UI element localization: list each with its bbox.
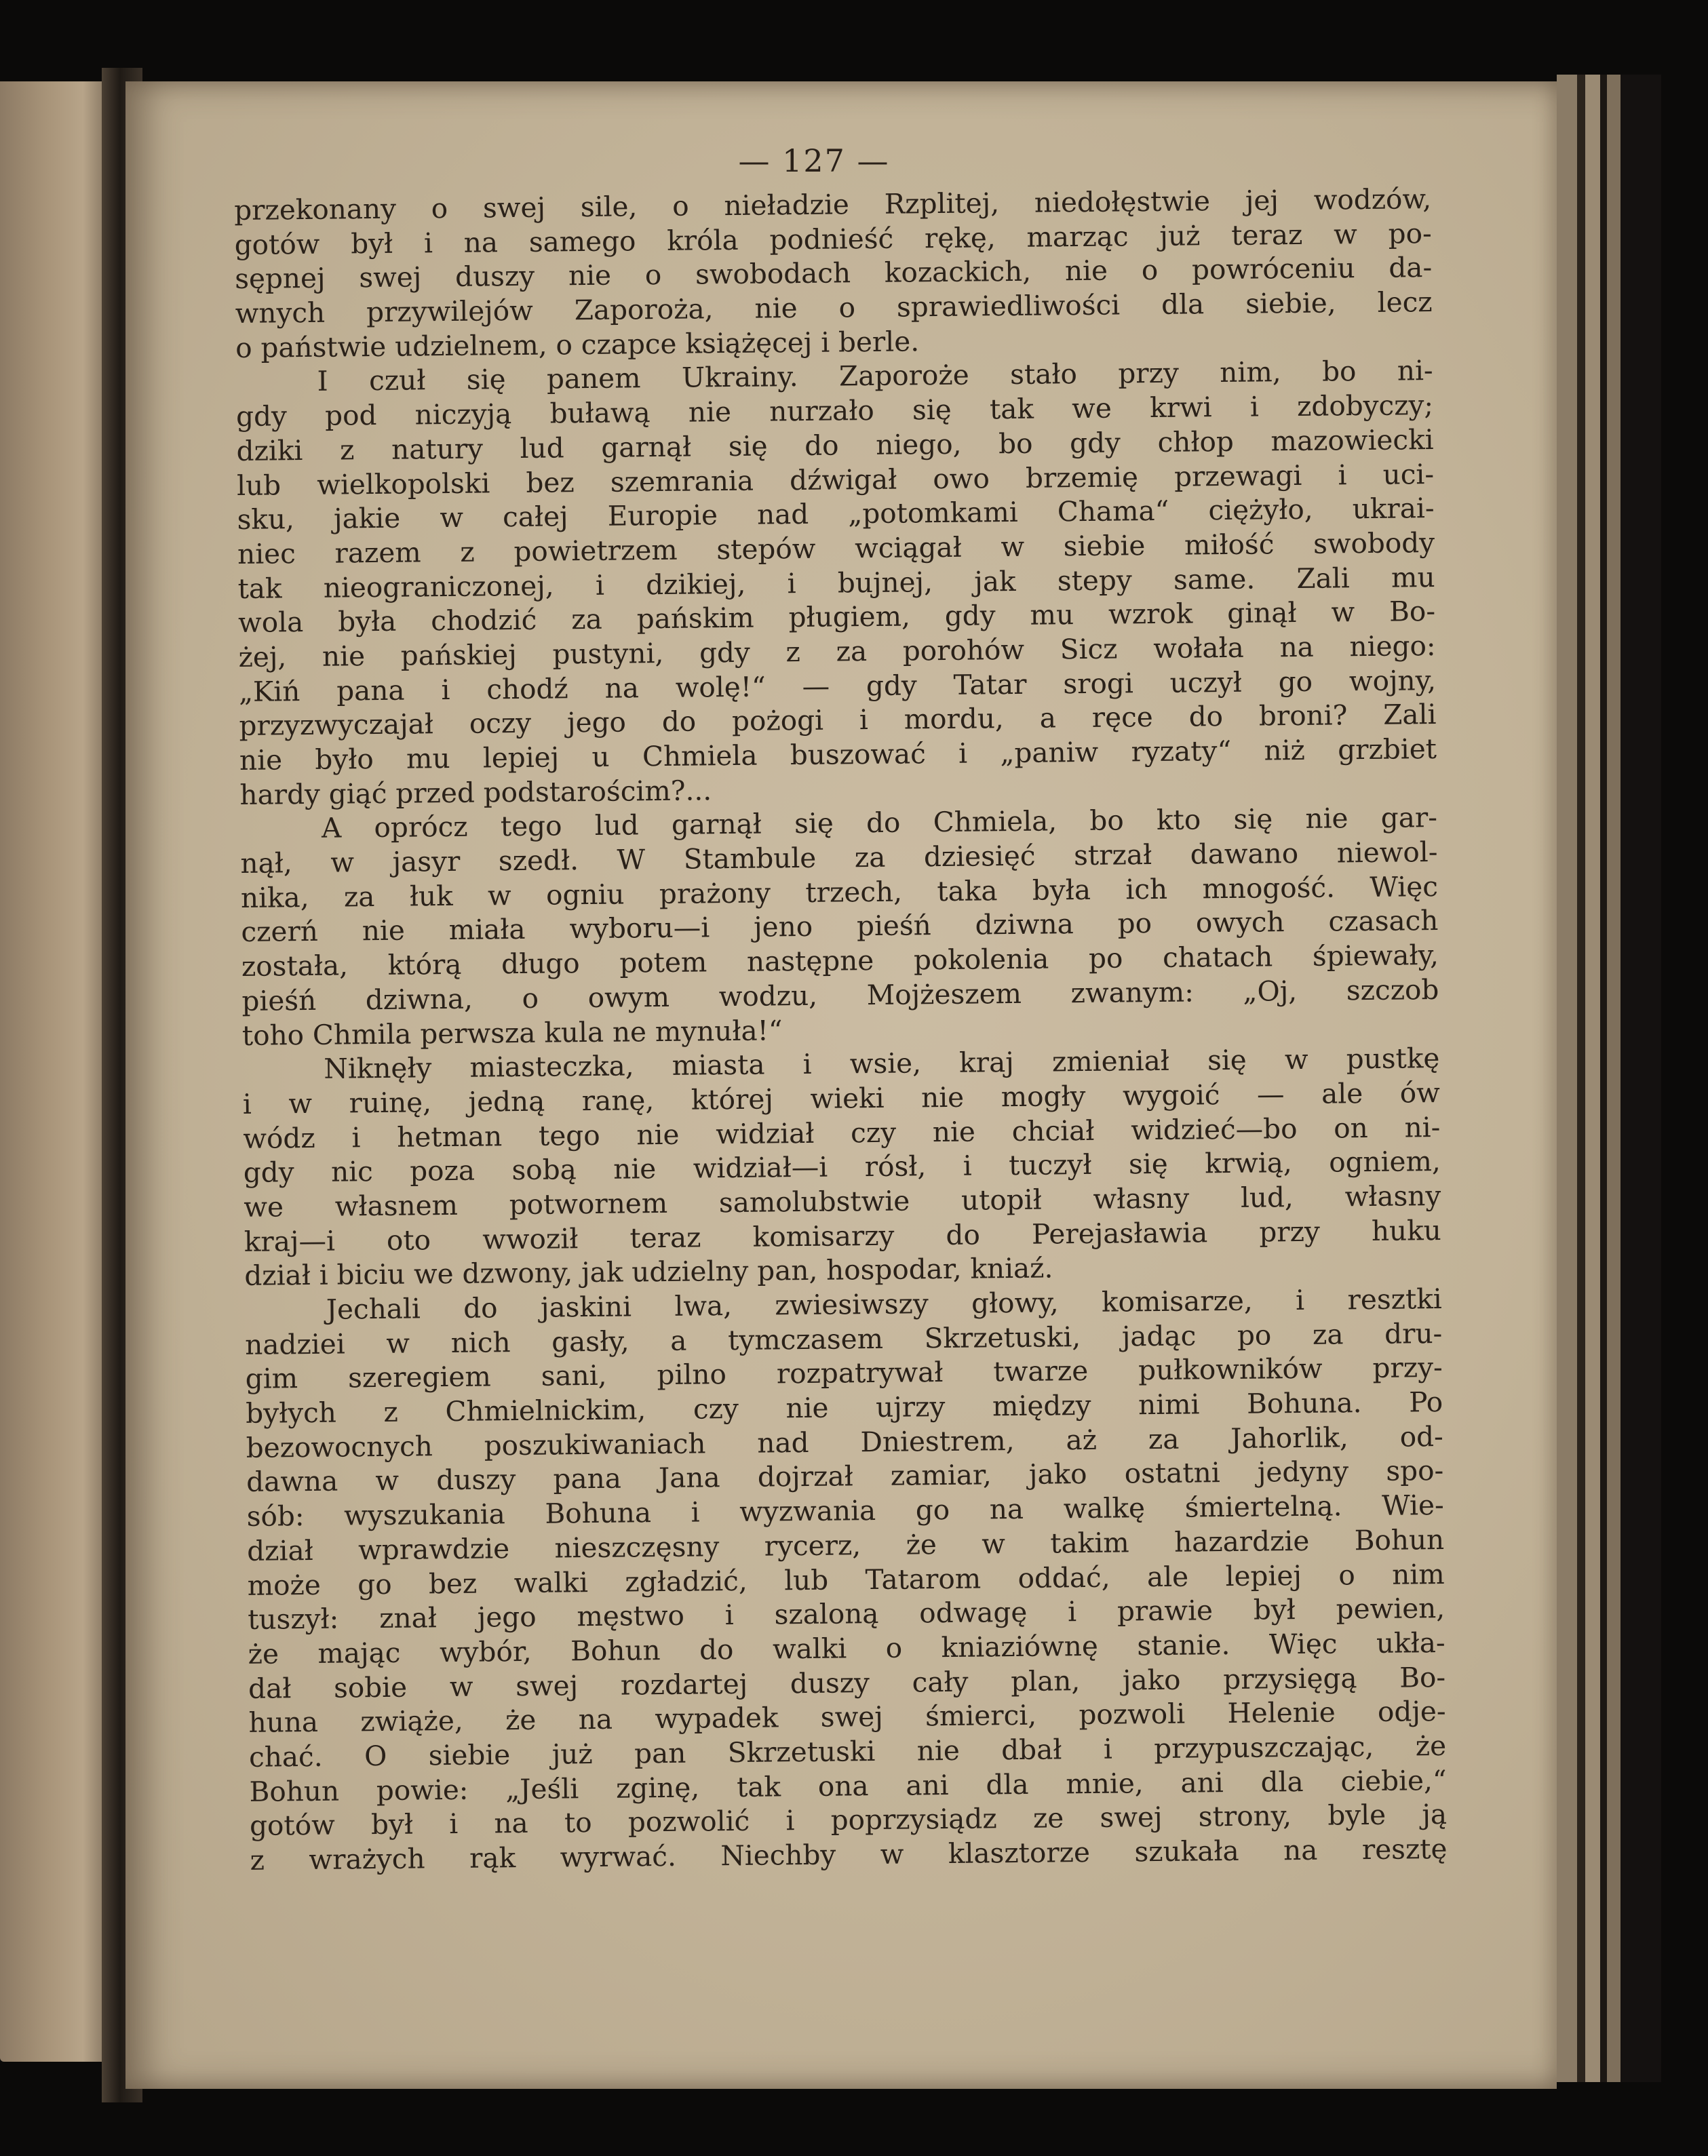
text-line: została, którą długo potem następne pokolenia po chatach śpiewały, — [241, 939, 1439, 983]
text-line: o państwie udzielnem, o czapce książęcej i berle. — [235, 325, 920, 364]
text-line: i w ruinę, jedną ranę, której wieki nie mogły wygoić — ale ów — [242, 1076, 1441, 1120]
text-line: Bohun powie: „Jeśli zginę, tak ona ani dla mnie, ani dla ciebie,“ — [249, 1763, 1447, 1808]
text-line: gotów był i na to pozwolić i poprzysiądz ze swej strony, byle ją — [249, 1798, 1448, 1843]
page-edge — [1600, 75, 1607, 2082]
text-line: chać. O siebie już pan Skrzetuski nie dbał i przypuszczając, że — [248, 1729, 1447, 1773]
text-line: że mając wybór, Bohun do walki o kniaziównę stanie. Więc ukła- — [248, 1626, 1445, 1670]
text-line: huna zwiąże, że na wypadek swej śmierci, pozwoli Helenie odje- — [248, 1695, 1446, 1740]
text-line: A oprócz tego lud garnął się do Chmiela, bo kto się nie gar- — [321, 801, 1438, 845]
text-line: lub wielkopolski bez szemrania dźwigał owo brzemię przewagi i uci- — [236, 457, 1435, 502]
text-line: toho Chmila perwsza kula ne mynuła!“ — [241, 1013, 783, 1052]
text-line: dział wprawdzie nieszczęsny rycerz, że w takim hazardzie Bohun — [246, 1523, 1445, 1567]
page-edge — [1557, 75, 1577, 2082]
text-line: dał sobie w swej rozdartej duszy cały plan, jako przysięgą Bo- — [248, 1660, 1446, 1705]
book-cover-edge — [1620, 75, 1661, 2082]
text-line: I czuł się panem Ukrainy. Zaporoże stało przy nim, bo ni- — [317, 354, 1433, 398]
text-line: niec razem z powietrzem stepów wciągał w siebie miłość swobody — [237, 526, 1435, 570]
text-line: czerń nie miała wyboru—i jeno pieśń dziwna po owych czasach — [241, 904, 1439, 949]
text-line: wola była chodzić za pańskim pługiem, gdy mu wzrok ginął w Bo- — [237, 595, 1436, 640]
text-line: dział i biciu we dzwony, jak udzielny pan, hospodar, kniaź. — [244, 1251, 1053, 1293]
text-line: gdy nic poza sobą nie widział—i rósł, i tuczył się krwią, ogniem, — [243, 1145, 1441, 1190]
text-line: przyzwyczajał oczy jego do pożogi i mordu, a ręce do broni? Zali — [239, 698, 1437, 743]
text-line: kraj—i oto wwoził teraz komisarzy do Perejasławia przy huku — [244, 1213, 1441, 1258]
text-line: hardy giąć przed podstarościm?... — [239, 773, 712, 811]
page-edge — [1585, 75, 1600, 2082]
text-line: gim szeregiem sani, pilno rozpatrywał twarze pułkowników przy- — [245, 1351, 1443, 1396]
text-line: dziki z natury lud garnął się do niego, bo gdy chłop mazowiecki — [236, 423, 1434, 467]
text-line: nął, w jasyr szedł. W Stambule za dziesięć strzał dawano niewol- — [240, 836, 1438, 880]
text-line: przekonany o swej sile, o nieładzie Rzplitej, niedołęstwie jej wodzów, — [234, 182, 1432, 227]
text-line: „Kiń pana i chodź na wolę!“ — gdy Tatar srogi uczył go wojny, — [238, 663, 1437, 708]
text-line: tak nieograniczonej, i dzikiej, i bujnej, jak stepy same. Zali mu — [237, 560, 1435, 605]
text-line: bezowocnych poszukiwaniach nad Dniestrem, aż za Jahorlik, od- — [246, 1419, 1443, 1464]
text-line: gotów był i na samego króla podnieść rękę, marząc już teraz w po- — [234, 216, 1432, 261]
text-line: nadziei w nich gasły, a tymczasem Skrzetuski, jadąc po za dru- — [245, 1316, 1443, 1361]
text-line: nie było mu lepiej u Chmiela buszować i „paniw ryzaty“ niż grzbiet — [239, 732, 1437, 777]
text-line: gdy pod niczyją buławą nie nurzało się tak we krwi i zdobyczy; — [235, 389, 1434, 433]
text-line: żej, nie pańskiej pustyni, gdy z za porohów Sicz wołała na niego: — [238, 629, 1436, 673]
text-line: byłych z Chmielnickim, czy nie ujrzy między nimi Bohuna. Po — [246, 1386, 1443, 1430]
body-text — [234, 182, 1448, 1878]
text-line: dawna w duszy pana Jana dojrzał zamiar, jako ostatni jedyny spo- — [246, 1454, 1444, 1499]
text-line: Niknęły miasteczka, miasta i wsie, kraj zmieniał się w pustkę — [324, 1042, 1440, 1085]
left-page-edge — [0, 81, 119, 2062]
text-line: z wrażych rąk wyrwać. Niechby w klasztorze szukała na resztę — [250, 1832, 1448, 1877]
page-number: — 127 — — [738, 142, 890, 179]
text-line: Jechali do jaskini lwa, zwiesiwszy głowy, komisarze, i resztki — [326, 1282, 1442, 1326]
text-line: nika, za łuk w ogniu prażony trzech, taka była ich mnogość. Więc — [240, 869, 1439, 914]
text-line: wódz i hetman tego nie widział czy nie chciał widzieć—bo on ni- — [243, 1110, 1441, 1155]
page-edge — [1607, 75, 1620, 2082]
text-line: pieśń dziwna, o owym wodzu, Mojżeszem zwanym: „Oj, szczob — [241, 973, 1439, 1017]
text-line: we własnem potwornem samolubstwie utopił własny lud, własny — [244, 1179, 1441, 1223]
text-line: może go bez walki zgładzić, lub Tatarom oddać, ale lepiej o nim — [247, 1557, 1445, 1602]
text-line: sku, jakie w całej Europie nad „potomkami Chama“ ciężyło, ukrai- — [237, 492, 1435, 536]
text-line: tuszył: znał jego męstwo i szaloną odwagę i prawie był pewien, — [247, 1592, 1445, 1636]
page-edge — [1577, 75, 1585, 2082]
text-line: sępnej swej duszy nie o swobodach kozackich, nie o powróceniu da- — [234, 251, 1433, 296]
text-line: wnych przywilejów Zaporoża, nie o sprawiedliwości dla siebie, lecz — [235, 286, 1433, 330]
text-line: sób: wyszukania Bohuna i wyzwania go na walkę śmiertelną. Wie- — [246, 1489, 1444, 1533]
